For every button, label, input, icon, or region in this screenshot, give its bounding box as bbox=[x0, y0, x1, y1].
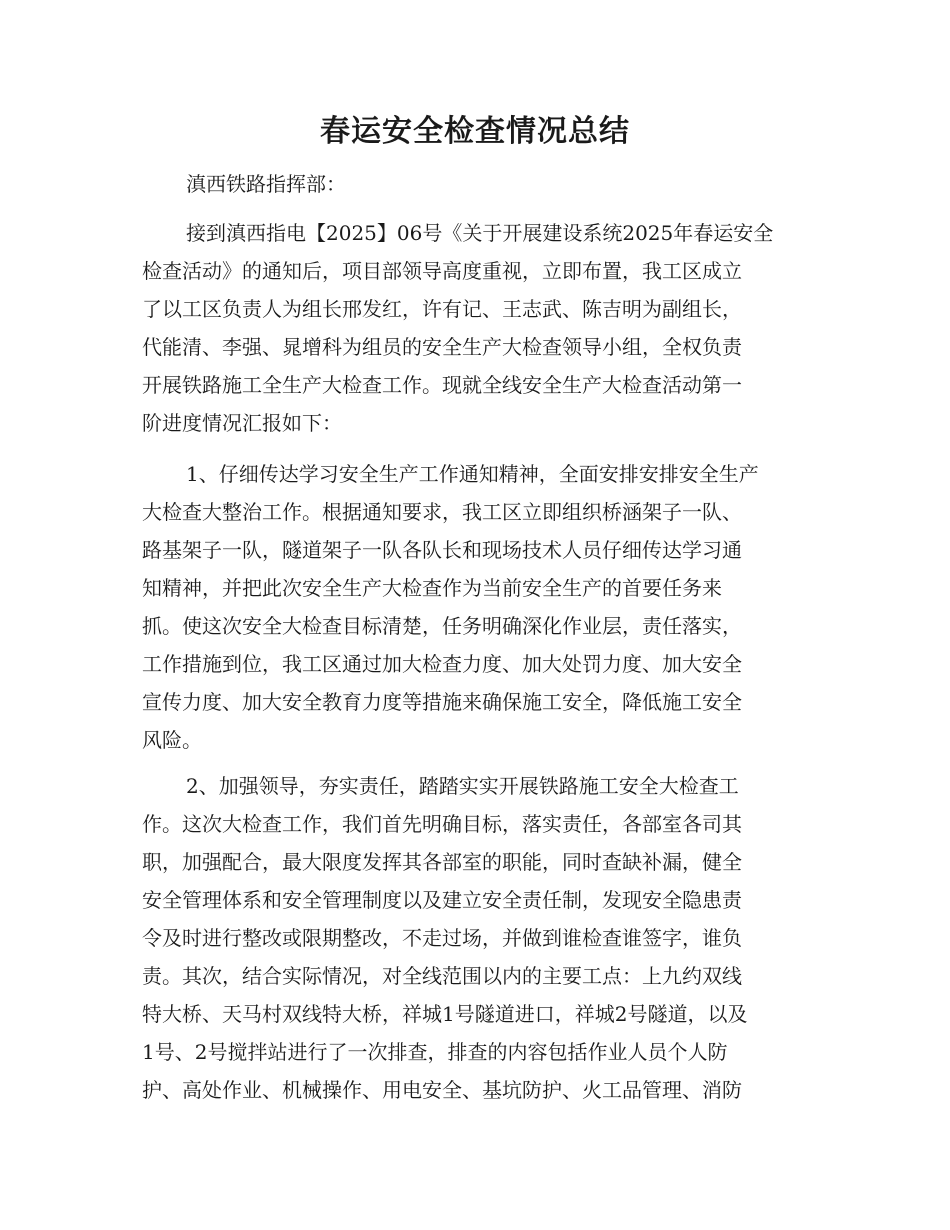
paragraph-line: 路基架子一队，隧道架子一队各队长和现场技术人员仔细传达学习通 bbox=[142, 538, 742, 562]
paragraph-intro bbox=[142, 214, 818, 442]
paragraph-line: 开展铁路施工全生产大检查工作。现就全线安全生产大检查活动第一 bbox=[142, 373, 742, 397]
document-title: 春运安全检查情况总结 bbox=[320, 114, 630, 149]
paragraph-line: 2、加强领导，夯实责任，踏踏实实开展铁路施工安全大检查工 bbox=[186, 774, 739, 798]
paragraph-line: 阶进度情况汇报如下： bbox=[142, 411, 342, 435]
paragraph-line: 知精神，并把此次安全生产大检查作为当前安全生产的首要任务来 bbox=[142, 576, 722, 600]
paragraph-line: 抓。使这次安全大检查目标清楚，任务明确深化作业层，责任落实， bbox=[142, 614, 742, 638]
paragraph-line: 风险。 bbox=[142, 728, 202, 752]
paragraph-line: 安全管理体系和安全管理制度以及建立安全责任制，发现安全隐患责 bbox=[142, 888, 742, 912]
paragraph-line: 职，加强配合，最大限度发挥其各部室的职能，同时查缺补漏，健全 bbox=[142, 850, 742, 874]
paragraph-line: 1、仔细传达学习安全生产工作通知精神，全面安排安排安全生产 bbox=[186, 462, 759, 486]
paragraph-line: 令及时进行整改或限期整改，不走过场，并做到谁检查谁签字，谁负 bbox=[142, 926, 742, 950]
salutation: 滇西铁路指挥部： bbox=[186, 172, 346, 196]
paragraph-line: 检查活动》的通知后，项目部领导高度重视，立即布置，我工区成立 bbox=[142, 259, 742, 283]
paragraph-line: 责。其次，结合实际情况，对全线范围以内的主要工点：上九约双线 bbox=[142, 964, 742, 988]
paragraph-line: 护、高处作业、机械操作、用电安全、基坑防护、火工品管理、消防 bbox=[142, 1078, 742, 1102]
paragraph-line: 了以工区负责人为组长邢发红，许有记、王志武、陈吉明为副组长， bbox=[142, 297, 742, 321]
paragraph-line: 1号、2号搅拌站进行了一次排查，排查的内容包括作业人员个人防 bbox=[142, 1040, 728, 1064]
paragraph-line: 代能清、李强、晁增科为组员的安全生产大检查领导小组，全权负责 bbox=[142, 335, 742, 359]
paragraph-line: 特大桥、天马村双线特大桥，祥城1号隧道进口，祥城2号隧道，以及 bbox=[142, 1002, 748, 1026]
paragraph-line: 宣传力度、加大安全教育力度等措施来确保施工安全，降低施工安全 bbox=[142, 690, 742, 714]
paragraph-line: 工作措施到位，我工区通过加大检查力度、加大处罚力度、加大安全 bbox=[142, 652, 742, 676]
paragraph-line: 大检查大整治工作。根据通知要求，我工区立即组织桥涵架子一队、 bbox=[142, 500, 742, 524]
paragraph-item-2 bbox=[142, 767, 818, 1109]
paragraph-line: 作。这次大检查工作，我们首先明确目标，落实责任，各部室各司其 bbox=[142, 812, 742, 836]
paragraph-line: 接到滇西指电【2025】06号《关于开展建设系统2025年春运安全 bbox=[186, 221, 774, 245]
paragraph-item-1 bbox=[142, 455, 818, 759]
